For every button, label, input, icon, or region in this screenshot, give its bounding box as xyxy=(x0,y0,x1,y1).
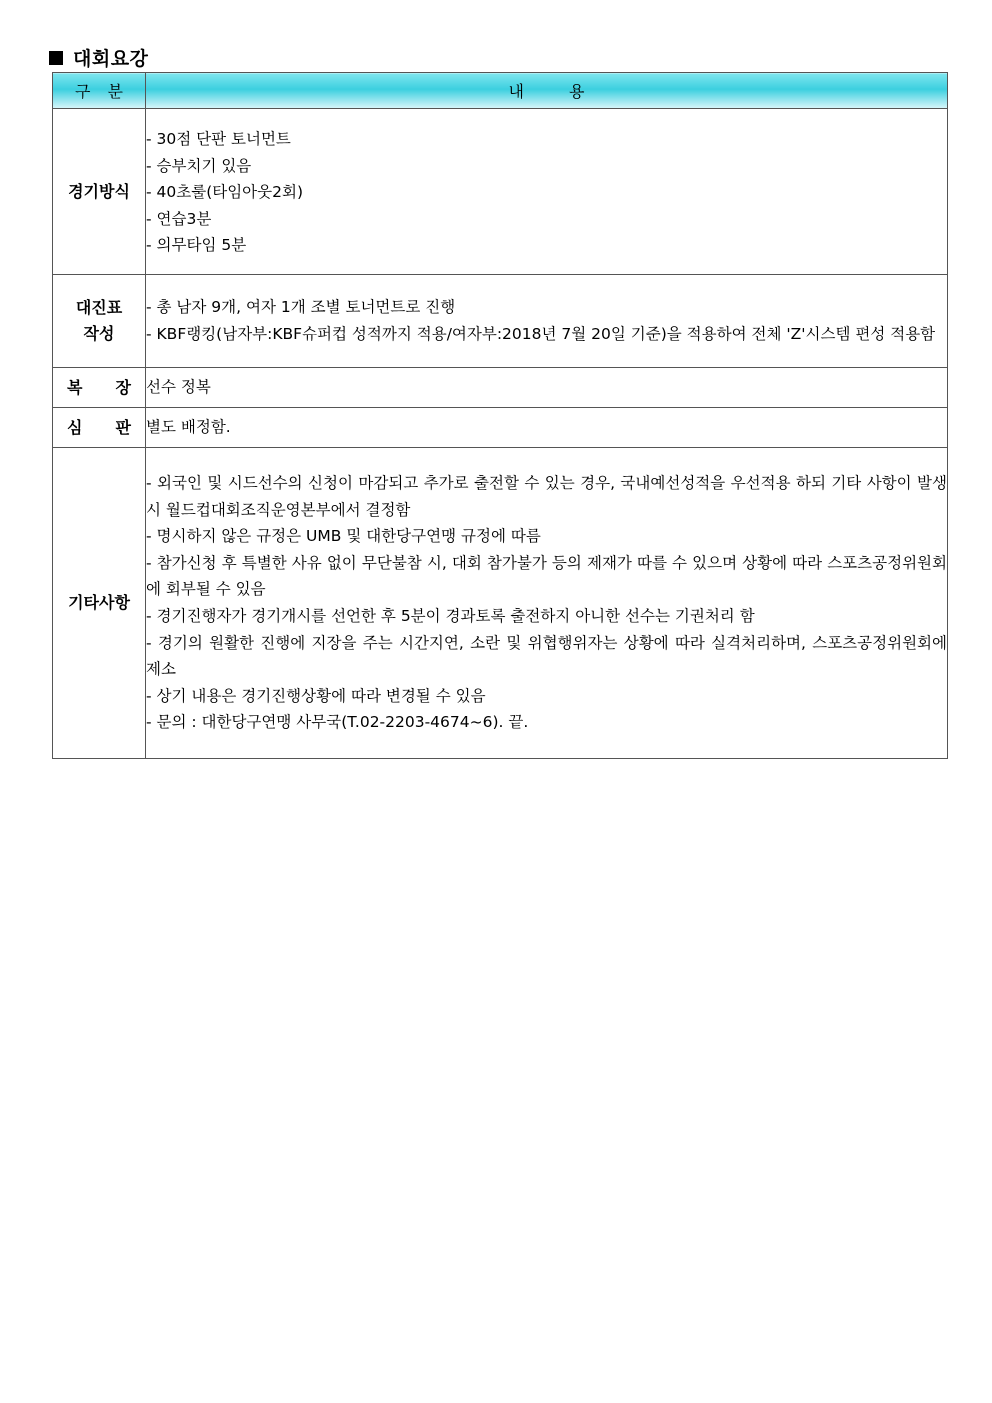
etc-paragraph: - 상기 내용은 경기진행상황에 따라 변경될 수 있음 xyxy=(146,686,486,705)
table-row-dress xyxy=(53,368,948,408)
etc-paragraph: - 경기진행자가 경기개시를 선언한 후 5분이 경과토록 출전하지 아니한 선수는 기권처리 함 xyxy=(146,607,755,625)
row-content-judge: 별도 배정함. xyxy=(146,408,948,448)
method-line: - 40초룰(타임아웃2회) xyxy=(146,183,304,202)
table-row-judge xyxy=(53,408,948,448)
method-line: - 의무타임 5분 xyxy=(146,236,247,255)
row-content-dress: 선수 정복 xyxy=(146,368,948,408)
section-title: 대회요강 xyxy=(73,48,149,70)
row-content-etc xyxy=(146,448,948,759)
competition-rules-table xyxy=(52,72,948,759)
row-content-draw xyxy=(146,275,948,368)
row-label-etc: 기타사항 xyxy=(53,448,146,759)
etc-paragraph: - 명시하지 않은 규정은 UMB 및 대한당구연맹 규정에 따름 xyxy=(146,527,541,546)
etc-paragraph: - 경기의 원활한 진행에 지장을 주는 시간지연, 소란 및 위협행위자는 상황에 따라 실격처리하며, 스포츠공정위원회에 제소 xyxy=(146,633,947,679)
section-heading xyxy=(49,44,148,71)
etc-paragraph: - 문의 : 대한당구연맹 사무국(T.02-2203-4674~6). 끝. xyxy=(146,713,529,732)
row-content-method xyxy=(146,109,948,275)
method-line: - 승부치기 있음 xyxy=(146,156,252,175)
draw-line: - 총 남자 9개, 여자 1개 조별 토너먼트로 진행 xyxy=(146,298,456,317)
etc-paragraph: - 외국인 및 시드선수의 신청이 마감되고 추가로 출전할 수 있는 경우, 국내예선성적을 우선적용 하되 기타 사항이 발생 시 월드컵대회조직운영본부에서 결정함 xyxy=(146,474,947,519)
draw-line: - KBF랭킹(남자부:KBF슈퍼컵 성적까지 적용/여자부:2018년 7월 20일 기준)을 적용하여 전체 'Z'시스템 편성 적용함 xyxy=(146,325,936,343)
table-row-method xyxy=(53,109,948,275)
table-row-draw xyxy=(53,275,948,368)
table-row-etc xyxy=(53,448,948,759)
header-category: 구 분 xyxy=(53,73,146,109)
square-bullet-icon xyxy=(49,51,63,65)
etc-paragraph: - 참가신청 후 특별한 사유 없이 무단불참 시, 대회 참가불가 등의 제재가 따를 수 있으며 상황에 따라 스포츠공정위원회에 회부될 수 있음 xyxy=(146,553,947,599)
table-header-row xyxy=(53,73,948,109)
header-content: 내 용 xyxy=(146,73,948,109)
row-label-method: 경기방식 xyxy=(53,109,146,275)
row-label-judge: 심 판 xyxy=(53,408,146,448)
row-label-dress: 복 장 xyxy=(53,368,146,408)
method-line: - 연습3분 xyxy=(146,209,212,228)
method-line: - 30점 단판 토너먼트 xyxy=(146,130,291,149)
row-label-draw: 대진표 작성 xyxy=(53,275,146,368)
